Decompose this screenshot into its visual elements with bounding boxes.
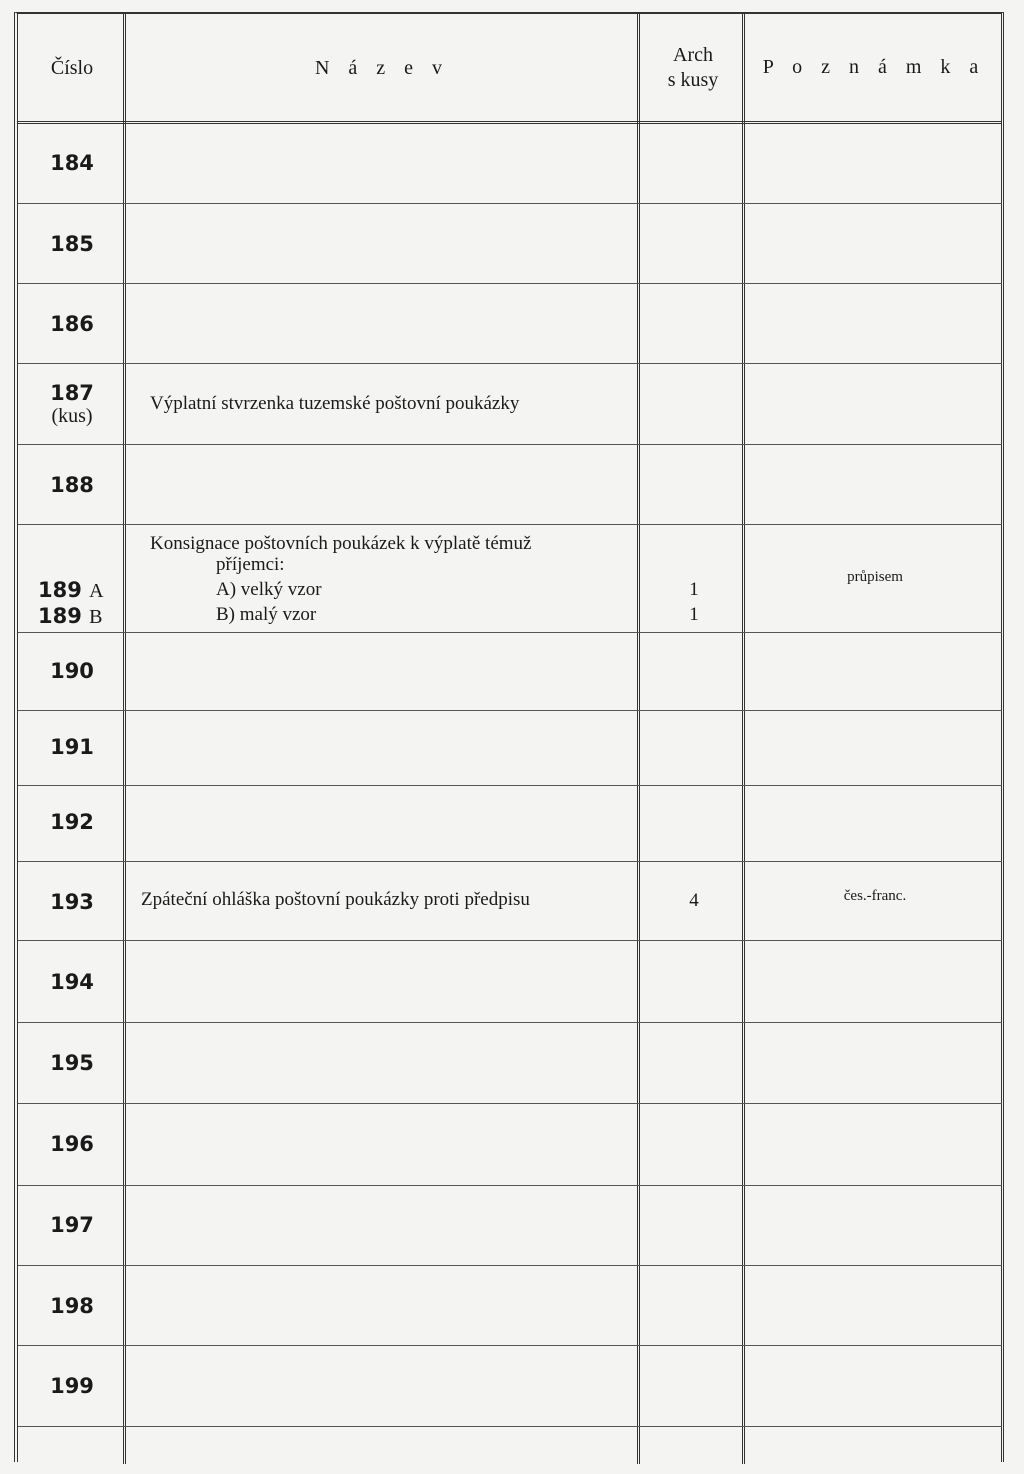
row-number-suffix: B — [89, 606, 103, 628]
row-number-value: 189 — [38, 578, 82, 602]
row-number: 199 — [50, 1374, 94, 1398]
row-rule — [18, 940, 1002, 941]
row-rule — [18, 363, 1002, 364]
row-number: 191 — [50, 735, 94, 759]
row-number: 185 — [50, 232, 94, 256]
row-number: 192 — [50, 810, 94, 834]
header-sheet-line2: s kusy — [667, 69, 719, 91]
row-rule — [18, 1103, 1002, 1104]
row-rule — [18, 444, 1002, 445]
row-number-a — [38, 578, 142, 603]
row-number: 195 — [50, 1051, 94, 1075]
row-note: čes.-franc. — [843, 888, 907, 904]
header-rule — [18, 121, 1002, 124]
row-number-suffix: A — [89, 580, 104, 602]
row-number-value: 189 — [38, 604, 82, 628]
row-rule — [18, 632, 1002, 633]
row-rule — [18, 785, 1002, 786]
row-count-a: 1 — [689, 579, 699, 600]
row-name-line2: příjemci: — [216, 554, 285, 575]
header-sheet-line1: Arch — [673, 44, 713, 66]
row-number: 197 — [50, 1213, 94, 1237]
row-number — [20, 381, 124, 428]
row-rule — [18, 861, 1002, 862]
row-number: 190 — [50, 659, 94, 683]
row-number-value: 187 — [50, 381, 94, 405]
row-note: průpisem — [847, 569, 903, 585]
row-rule — [18, 283, 1002, 284]
row-number-subtitle: (kus) — [51, 405, 93, 427]
column-divider — [742, 14, 745, 1464]
row-name-line1: Konsignace poštovních poukázek k výplatě témuž — [150, 533, 532, 554]
row-rule — [18, 1185, 1002, 1186]
header-number: Číslo — [50, 57, 94, 79]
row-rule — [18, 710, 1002, 711]
row-count: 4 — [689, 890, 699, 911]
row-number: 194 — [50, 970, 94, 994]
row-name-b: B) malý vzor — [216, 604, 317, 625]
row-number: 188 — [50, 473, 94, 497]
row-number: 198 — [50, 1294, 94, 1318]
row-count-b: 1 — [689, 604, 699, 625]
row-rule — [18, 203, 1002, 204]
row-rule — [18, 1345, 1002, 1346]
row-rule — [18, 524, 1002, 525]
row-name: Výplatní stvrzenka tuzemské poštovní poukázky — [150, 393, 520, 414]
header-sheet — [642, 43, 744, 93]
row-number-b — [38, 604, 142, 629]
row-number: 184 — [50, 151, 94, 175]
row-rule — [18, 1265, 1002, 1266]
row-number: 186 — [50, 312, 94, 336]
header-note: P o z n á m k a — [762, 56, 986, 78]
table-frame — [14, 12, 1004, 1462]
row-rule — [18, 1426, 1002, 1427]
row-rule — [18, 1022, 1002, 1023]
header-name: N á z e v — [314, 57, 450, 79]
row-number: 193 — [50, 890, 94, 914]
row-name-a: A) velký vzor — [216, 579, 322, 600]
row-number: 196 — [50, 1132, 94, 1156]
row-name: Zpáteční ohláška poštovní poukázky proti předpisu — [141, 889, 530, 910]
column-divider — [637, 14, 640, 1464]
